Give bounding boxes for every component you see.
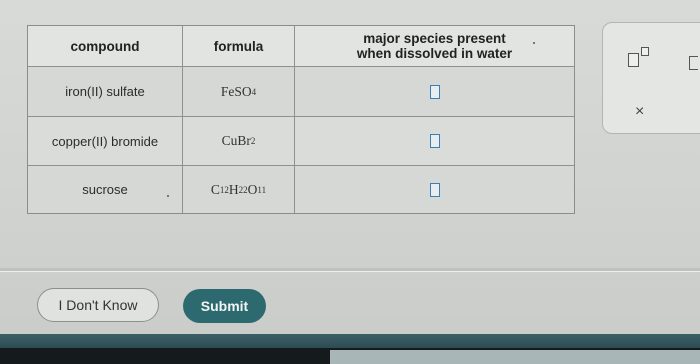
close-icon[interactable]: × — [635, 103, 645, 120]
stray-mark — [167, 195, 169, 197]
compound-table — [27, 25, 575, 214]
header-compound: compound — [28, 26, 183, 67]
header-formula: formula — [183, 26, 295, 67]
row-3-compound-label: sucrose — [82, 182, 128, 197]
bottom-bar — [0, 334, 700, 364]
formula-tools-panel — [602, 22, 700, 134]
formula-subscript: 2 — [250, 136, 256, 146]
dont-know-button[interactable]: I Don't Know — [37, 288, 159, 322]
row-1-species-input[interactable] — [430, 85, 440, 99]
row-2-compound: copper(II) bromide — [28, 117, 183, 166]
stray-mark — [533, 42, 535, 44]
formula-symbol: C — [210, 181, 220, 197]
formula-symbol: FeSO — [220, 83, 252, 99]
formula-subscript: 4 — [251, 86, 257, 97]
bottom-bar-light — [330, 350, 700, 364]
row-3-species-cell — [295, 166, 574, 213]
row-1-compound: iron(II) sulfate — [28, 67, 183, 117]
formula-symbol: CuBr — [221, 133, 251, 148]
header-species-line1: major species present — [363, 31, 506, 46]
footer-divider — [0, 268, 700, 272]
formula-symbol: H — [228, 181, 239, 197]
formula-subscript: 22 — [238, 184, 248, 195]
row-2-formula — [183, 117, 295, 166]
superscript-box-shape — [641, 47, 649, 56]
row-1-species-cell — [295, 67, 574, 117]
row-2-species-input[interactable] — [430, 134, 440, 148]
partial-subscript-icon[interactable] — [689, 56, 698, 70]
row-1-formula — [183, 67, 295, 117]
row-2-species-cell — [295, 117, 574, 166]
row-3-formula — [183, 166, 295, 213]
submit-button[interactable]: Submit — [183, 289, 266, 323]
superscript-box-icon[interactable] — [628, 47, 650, 69]
row-3-species-input[interactable] — [430, 183, 440, 197]
formula-subscript: 11 — [257, 184, 267, 195]
header-species-line2: when dissolved in water — [356, 46, 513, 61]
formula-symbol: O — [247, 181, 258, 197]
base-box-shape — [628, 53, 639, 67]
row-3-compound — [28, 166, 183, 213]
formula-subscript: 12 — [219, 184, 229, 195]
header-major-species — [295, 26, 574, 67]
